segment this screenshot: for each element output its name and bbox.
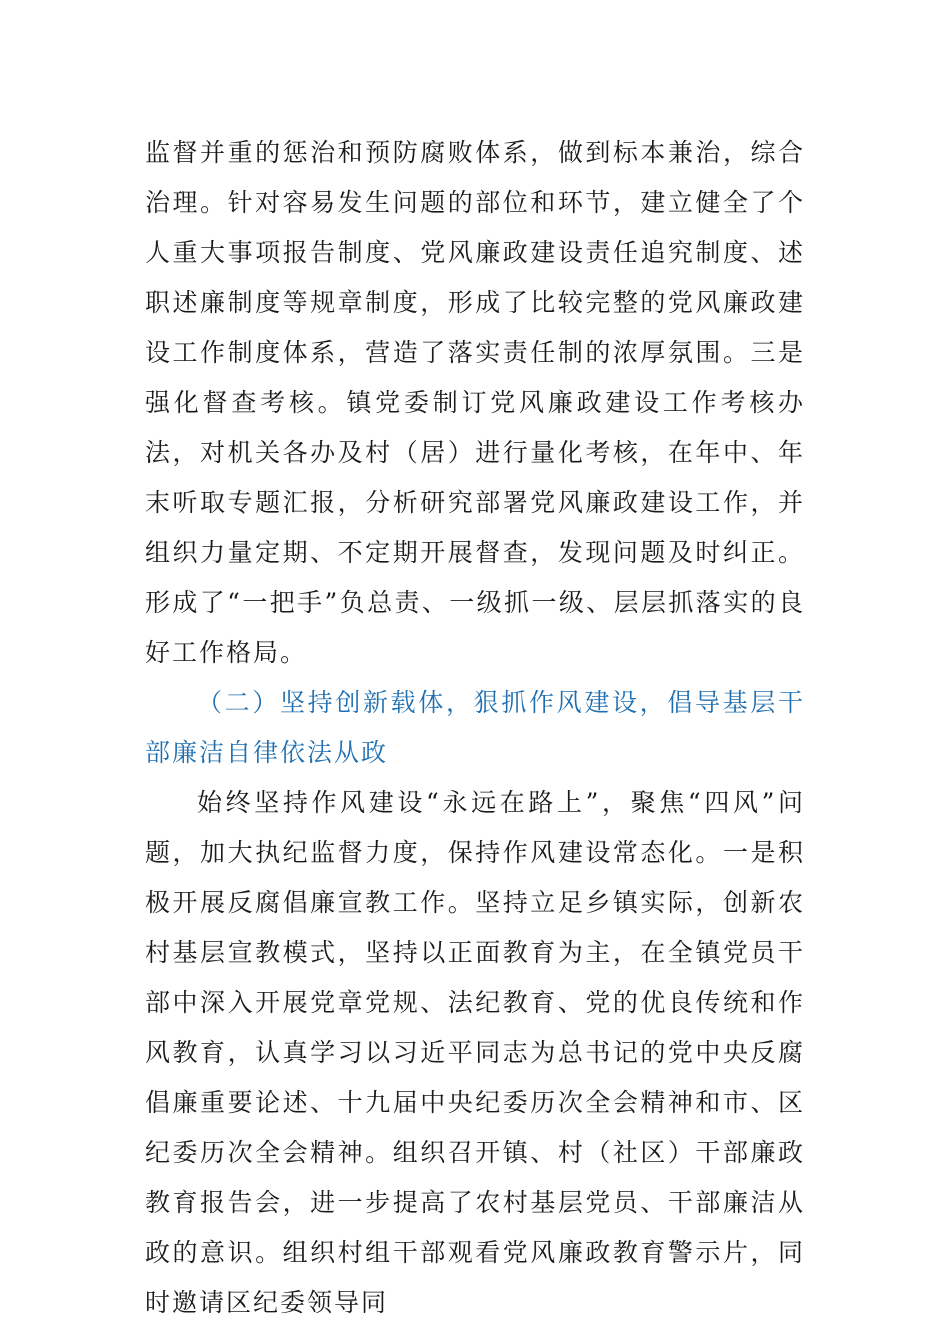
body-paragraph-1: 监督并重的惩治和预防腐败体系，做到标本兼治，综合治理。针对容易发生问题的部位和环节，建立健全了个人重大事项报告制度、党风廉政建设责任追究制度、述职述廉制度等规章制度，形成了比较完整的党风廉政建设工作制度体系，营造了落实责任制的浓厚氛围。三是强化督查考核。镇党委制订党风廉政建设工作考核办法，对机关各办及村（居）进行量化考核，在年中、年末听取专题汇报，分析研究部署党风廉政建设工作，并组织力量定期、不定期开展督查，发现问题及时纠正。形成了“一把手”负总责、一级抓一级、层层抓落实的良好工作格局。 bbox=[145, 138, 805, 667]
section-heading: （二）坚持创新载体，狠抓作风建设，倡导基层干部廉洁自律依法从政 bbox=[145, 688, 805, 767]
document-page bbox=[145, 128, 805, 1328]
body-paragraph-2: 始终坚持作风建设“永远在路上”，聚焦“四风”问题，加大执纪监督力度，保持作风建设常态化。一是积极开展反腐倡廉宣教工作。坚持立足乡镇实际，创新农村基层宣教模式，坚持以正面教育为主，在全镇党员干部中深入开展党章党规、法纪教育、党的优良传统和作风教育，认真学习以习近平同志为总书记的党中央反腐倡廉重要论述、十九届中央纪委历次全会精神和市、区纪委历次全会精神。组织召开镇、村（社区）干部廉政教育报告会，进一步提高了农村基层党员、干部廉洁从政的意识。组织村组干部观看党风廉政教育警示片，同时邀请区纪委领导同 bbox=[145, 788, 805, 1317]
